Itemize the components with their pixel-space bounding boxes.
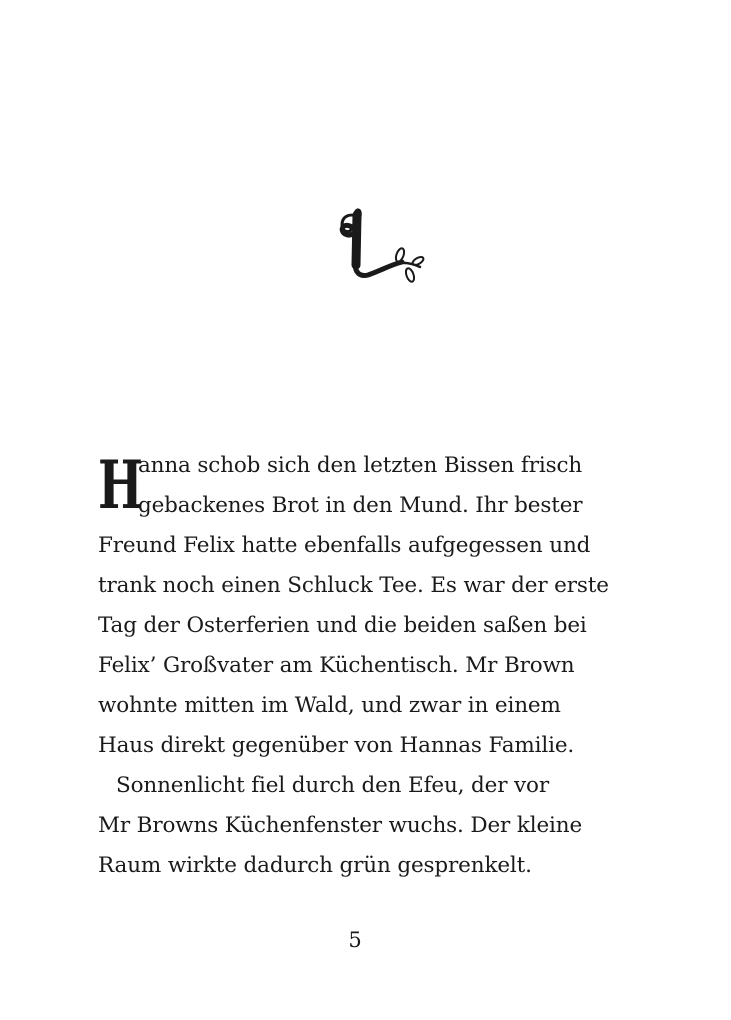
first-paragraph: [98, 446, 658, 766]
chapter-number-ornament: [330, 205, 430, 300]
text-line: wohnte mitten im Wald, und zwar in einem: [98, 693, 561, 718]
drop-cap: H: [98, 446, 143, 524]
text-line: Tag der Osterferien und die beiden saßen bei: [98, 613, 587, 638]
chapter-body-text: [98, 446, 658, 886]
text-line: Raum wirkte dadurch grün gesprenkelt.: [98, 853, 532, 878]
text-line: gebackenes Brot in den Mund. Ihr bester: [138, 493, 583, 518]
text-line: anna schob sich den letzten Bissen frisch: [138, 453, 583, 478]
text-line: trank noch einen Schluck Tee. Es war der erste: [98, 573, 609, 598]
second-paragraph: [98, 766, 658, 886]
text-line: Freund Felix hatte ebenfalls aufgegessen und: [98, 533, 591, 558]
text-line: Sonnenlicht fiel durch den Efeu, der vor: [116, 773, 549, 798]
text-line: Mr Browns Küchenfenster wuchs. Der kleine: [98, 813, 583, 838]
page-number: 5: [348, 928, 362, 952]
text-line: Haus direkt gegenüber von Hannas Familie.: [98, 733, 575, 758]
text-line: Felix’ Großvater am Küchentisch. Mr Brown: [98, 653, 575, 678]
